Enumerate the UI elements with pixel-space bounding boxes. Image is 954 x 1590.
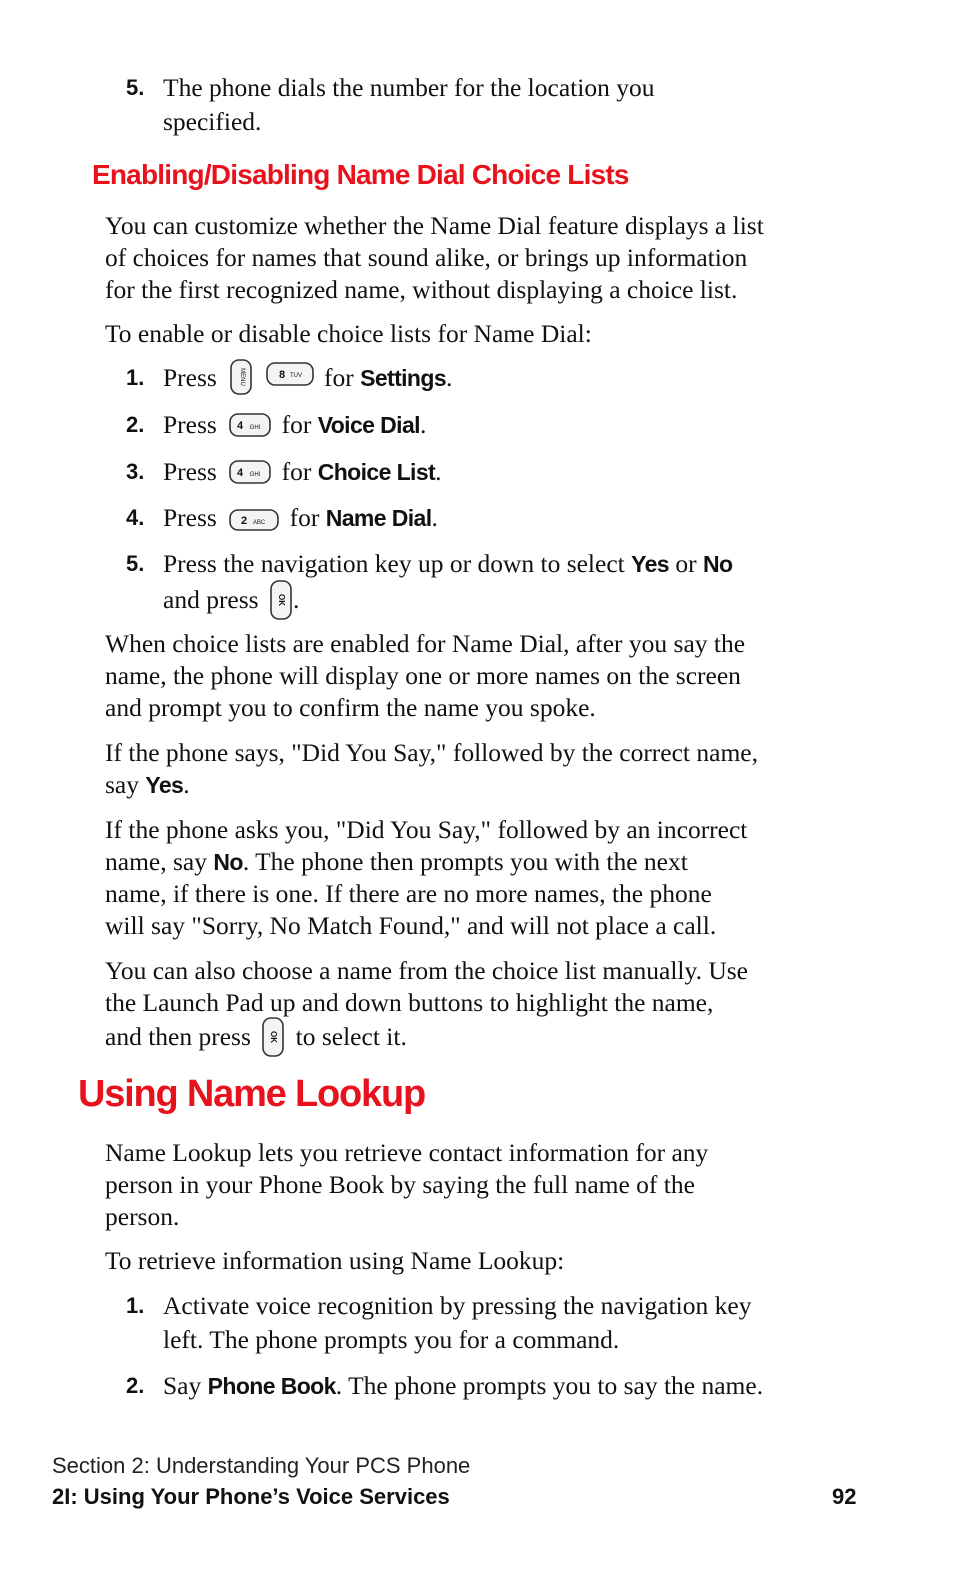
key-letters: GHI: [249, 472, 261, 479]
text-line: person in your Phone Book by saying the full name of the: [105, 1170, 695, 1199]
text-line: the Launch Pad up and down buttons to highlight the name,: [105, 988, 714, 1017]
text-line: name, if there is one. If there are no more names, the phone: [105, 879, 712, 908]
step-number: 2.: [126, 412, 145, 437]
key-letters: ABC: [253, 520, 266, 527]
section-heading: Enabling/Disabling Name Dial Choice Lists: [92, 159, 629, 190]
step-text-line: Activate voice recognition by pressing the navigation key: [163, 1291, 752, 1320]
step-text: . The phone prompts you to say the name.: [335, 1371, 764, 1400]
ok-key-icon: [269, 580, 293, 620]
step-text: for: [281, 457, 312, 486]
step-punct: .: [419, 410, 427, 439]
ok-key-label: OK: [269, 1031, 279, 1043]
step-text: and press: [163, 584, 259, 614]
step-text-line: specified.: [163, 107, 262, 136]
step-number: 4.: [126, 505, 145, 530]
manual-paragraph: [105, 955, 825, 1059]
key-2-icon: [229, 509, 279, 531]
footer-chapter: 2I: Using Your Phone’s Voice Services: [52, 1484, 450, 1509]
text-line: of choices for names that sound alike, or brings up information: [105, 243, 748, 272]
key-digit: 4: [237, 467, 244, 480]
text-line: Name Lookup lets you retrieve contact information for any: [105, 1138, 709, 1167]
text-line: If the phone says, "Did You Say," followed by the correct name,: [105, 738, 758, 767]
step-keyword: Phone Book: [207, 1373, 336, 1399]
step-keyword: Choice List: [317, 459, 436, 485]
text-line: If the phone asks you, "Did You Say," followed by an incorrect: [105, 815, 748, 844]
step-text: Press: [163, 363, 217, 392]
key-letters: TUV: [289, 373, 302, 380]
text-line: You can customize whether the Name Dial feature displays a list: [105, 211, 764, 240]
text-line: name, the phone will display one or more names on the screen: [105, 661, 741, 690]
enable-lead: To enable or disable choice lists for Name Dial:: [105, 319, 592, 348]
text-line: person.: [105, 1202, 180, 1231]
keyword: Yes: [145, 772, 184, 798]
lookup-lead: To retrieve information using Name Lookup:: [105, 1246, 565, 1275]
step-number: 1.: [126, 365, 145, 390]
step-text: for: [281, 410, 312, 439]
step-number: 1.: [126, 1293, 145, 1318]
key-4-icon: [229, 413, 271, 437]
keyword: No: [213, 849, 243, 875]
page-number: 92: [832, 1484, 857, 1509]
key-4-icon: [229, 460, 271, 484]
text-line: and prompt you to confirm the name you spoke.: [105, 693, 596, 722]
step-keyword: Voice Dial: [317, 412, 420, 438]
step-keyword: Settings: [360, 365, 447, 391]
intro-paragraph: [105, 210, 825, 306]
text-line: You can also choose a name from the choice list manually. Use: [105, 956, 749, 985]
text-fragment: . The phone then prompts you with the next: [242, 847, 688, 876]
step-text: or: [675, 549, 697, 578]
step-number: 2.: [126, 1373, 145, 1398]
text-line: will say "Sorry, No Match Found," and will not place a call.: [105, 911, 717, 940]
step-text: Say: [163, 1371, 202, 1400]
step-punct: .: [292, 584, 300, 614]
enabled-paragraph: [105, 628, 825, 724]
ok-key-icon: [261, 1017, 285, 1057]
menu-key-icon: [229, 359, 253, 395]
step-text: for: [289, 503, 320, 532]
step-text: Press: [163, 410, 217, 439]
key-letters: GHI: [249, 425, 261, 432]
step-punct: .: [446, 363, 453, 392]
step-punct: .: [435, 457, 442, 486]
key-8-icon: [266, 362, 314, 386]
ok-key-label: OK: [276, 594, 286, 606]
no-paragraph: [105, 814, 825, 942]
step-text-line: The phone dials the number for the location you: [163, 73, 655, 102]
menu-key-label: MENU: [239, 368, 246, 386]
yes-paragraph: [105, 737, 825, 801]
step-text: Press: [163, 457, 217, 486]
text-line: for the first recognized name, without displaying a choice list.: [105, 275, 738, 304]
step-keyword: Yes: [631, 551, 669, 577]
step-number: 5.: [126, 75, 145, 100]
step-text: for: [323, 363, 354, 392]
step-keyword: Name Dial: [325, 505, 432, 531]
text-fragment: name, say: [105, 847, 207, 876]
text-fragment: to select it.: [295, 1021, 407, 1051]
step-number: 5.: [126, 551, 145, 576]
text-fragment: .: [183, 770, 190, 799]
text-line: When choice lists are enabled for Name Dial, after you say the: [105, 629, 746, 658]
key-digit: 8: [278, 369, 285, 382]
step-keyword: No: [702, 551, 733, 577]
key-digit: 4: [237, 420, 244, 433]
step-text: Press: [163, 503, 217, 532]
text-fragment: and then press: [105, 1021, 251, 1051]
text-fragment: say: [105, 770, 139, 799]
step-number: 3.: [126, 459, 145, 484]
main-heading: Using Name Lookup: [78, 1073, 425, 1115]
footer-section: Section 2: Understanding Your PCS Phone: [52, 1453, 471, 1478]
key-digit: 2: [241, 515, 248, 528]
lookup-intro: [105, 1137, 825, 1233]
step-punct: .: [431, 503, 438, 532]
step-text-line: left. The phone prompts you for a command.: [163, 1325, 620, 1354]
step-text: Press the navigation key up or down to select: [163, 549, 625, 578]
